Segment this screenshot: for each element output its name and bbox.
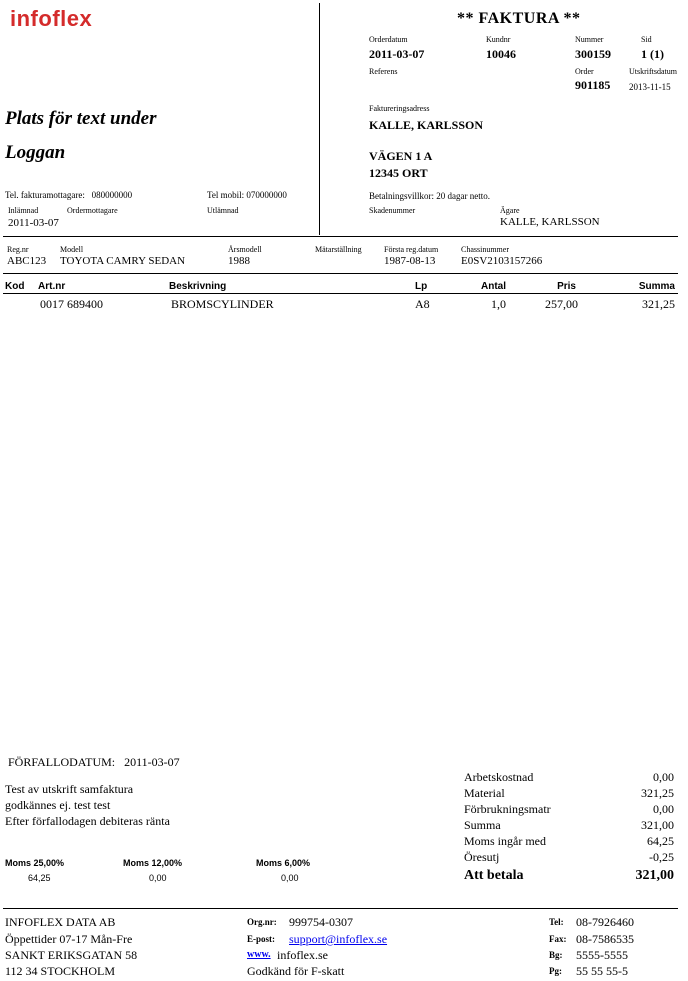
skadenummer-label: Skadenummer [369,206,416,215]
footer-rule [3,908,678,909]
col-header-artnr: Art.nr [38,281,66,292]
regnr-value: ABC123 [7,255,47,267]
arsmodell-value: 1988 [228,255,250,267]
tel-mobil-label: Tel mobil: [207,190,245,200]
tel-mobil-value: 070000000 [246,190,287,200]
payment-terms: Betalningsvillkor: 20 dagar netto. [369,191,490,201]
total-value-forbrukningsmatr: 0,00 [653,802,674,816]
fax-value: 08-7586535 [576,932,634,946]
company-street: SANKT ERIKSGATAN 58 [5,948,138,962]
vehicle-bottom-rule [3,273,678,274]
note-line2: godkännes ej. test test [5,798,111,812]
modell-value: TOYOTA CAMRY SEDAN [60,255,186,267]
orgnr-value: 999754-0307 [289,915,353,929]
header-bottom-rule [3,236,678,237]
utskriftsdatum-value: 2013-11-15 [629,82,671,92]
company-name: INFOFLEX DATA AB [5,915,116,929]
vat-label-25: Moms 25,00% [5,858,65,868]
billing-label: Faktureringsadress [369,104,430,113]
vat-value-12: 0,00 [149,873,167,883]
cell-lp: A8 [415,297,430,311]
att-betala-label: Att betala [464,868,524,883]
cell-pris: 257,00 [545,297,578,311]
ordermottagare-label: Ordermottagare [67,206,118,215]
chassinummer-value: E0SV2103157266 [461,255,543,267]
invoice-title: ** FAKTURA ** [457,10,581,27]
tel-mobil-row [207,190,287,200]
total-value-arbetskostnad: 0,00 [653,770,674,784]
epost-link[interactable]: support@infoflex.se [289,932,388,946]
regnr-label: Reg.nr [7,245,29,254]
billing-name: KALLE, KARLSSON [369,118,484,132]
logo-placeholder-line1: Plats för text under [5,108,157,129]
cell-summa: 321,25 [642,297,675,311]
vat-label-6: Moms 6,00% [256,858,311,868]
total-value-moms: 64,25 [647,834,674,848]
total-label-material: Material [464,786,505,800]
arsmodell-label: Årsmodell [228,245,262,254]
inlamnad-value: 2011-03-07 [8,217,59,229]
chassinummer-label: Chassinummer [461,245,509,254]
billing-street: VÄGEN 1 A [369,149,433,163]
forsta-regdatum-label: Första reg.datum [384,245,439,254]
sid-value: 1 (1) [641,47,664,61]
sid-label: Sid [641,35,652,44]
total-value-summa: 321,00 [641,818,674,832]
nummer-value: 300159 [575,47,611,61]
tel-faktura-row [5,190,132,200]
fskatt-text: Godkänd för F-skatt [247,964,345,978]
vat-value-25: 64,25 [28,873,51,883]
cell-artnr: 0017 689400 [40,297,103,311]
utlamnad-label: Utlämnad [207,206,239,215]
kundnr-value: 10046 [486,47,516,61]
table-header-rule [3,293,678,294]
col-header-pris: Pris [557,281,576,292]
col-header-kod: Kod [5,281,25,292]
utskriftsdatum-label: Utskriftsdatum [629,67,677,76]
fax-label: Fax: [549,934,567,944]
modell-label: Modell [60,245,84,254]
pg-label: Pg: [549,966,562,976]
billing-city: 12345 ORT [369,166,428,180]
due-date-value: 2011-03-07 [124,755,180,769]
orderdatum-label: Orderdatum [369,35,408,44]
vat-label-12: Moms 12,00% [123,858,183,868]
epost-label: E-post: [247,934,276,944]
company-city: 112 34 STOCKHOLM [5,964,116,978]
logo-placeholder-line2: Loggan [5,142,66,163]
tel-label: Tel: [549,917,564,927]
header-divider [319,3,320,235]
col-header-antal: Antal [481,281,506,292]
referens-label: Referens [369,67,398,76]
www-value: infoflex.se [277,948,328,962]
agare-label: Ägare [500,206,520,215]
kundnr-label: Kundnr [486,35,511,44]
att-betala-value: 321,00 [635,868,674,883]
company-hours: Öppettider 07-17 Mån-Fre [5,932,133,946]
total-label-forbrukningsmatr: Förbrukningsmatr [464,802,551,816]
matarstallning-label: Mätarställning [315,245,362,254]
pg-value: 55 55 55-5 [576,964,628,978]
total-value-oresutj: -0,25 [649,850,674,864]
cell-beskrivning: BROMSCYLINDER [171,297,274,311]
due-date-label: FÖRFALLODATUM: [8,755,116,769]
total-label-oresutj: Öresutj [464,850,500,864]
tel-value: 08-7926460 [576,915,634,929]
due-date-row [8,755,180,770]
col-header-beskrivning: Beskrivning [169,281,227,292]
order-label: Order [575,67,594,76]
total-label-arbetskostnad: Arbetskostnad [464,770,534,784]
bg-value: 5555-5555 [576,948,628,962]
total-label-summa: Summa [464,818,501,832]
vat-value-6: 0,00 [281,873,299,883]
order-value: 901185 [575,78,611,92]
tel-faktura-value: 080000000 [91,190,133,200]
agare-value: KALLE, KARLSSON [500,216,600,228]
note-line3: Efter förfallodagen debiteras ränta [5,814,170,828]
col-header-summa: Summa [638,281,675,292]
orgnr-label: Org.nr: [247,917,277,927]
cell-antal: 1,0 [491,297,506,311]
total-label-moms: Moms ingår med [464,834,546,848]
nummer-label: Nummer [575,35,604,44]
forsta-regdatum-value: 1987-08-13 [384,255,436,267]
inlamnad-label: Inlämnad [8,206,39,215]
orderdatum-value: 2011-03-07 [369,47,425,61]
www-link[interactable]: www. [247,949,271,960]
tel-faktura-label: Tel. fakturamottagare: [5,190,85,200]
total-value-material: 321,25 [641,786,674,800]
company-logo: infoflex [10,6,93,31]
note-line1: Test av utskrift samfaktura [5,782,134,796]
col-header-lp: Lp [415,281,428,292]
bg-label: Bg: [549,950,563,960]
